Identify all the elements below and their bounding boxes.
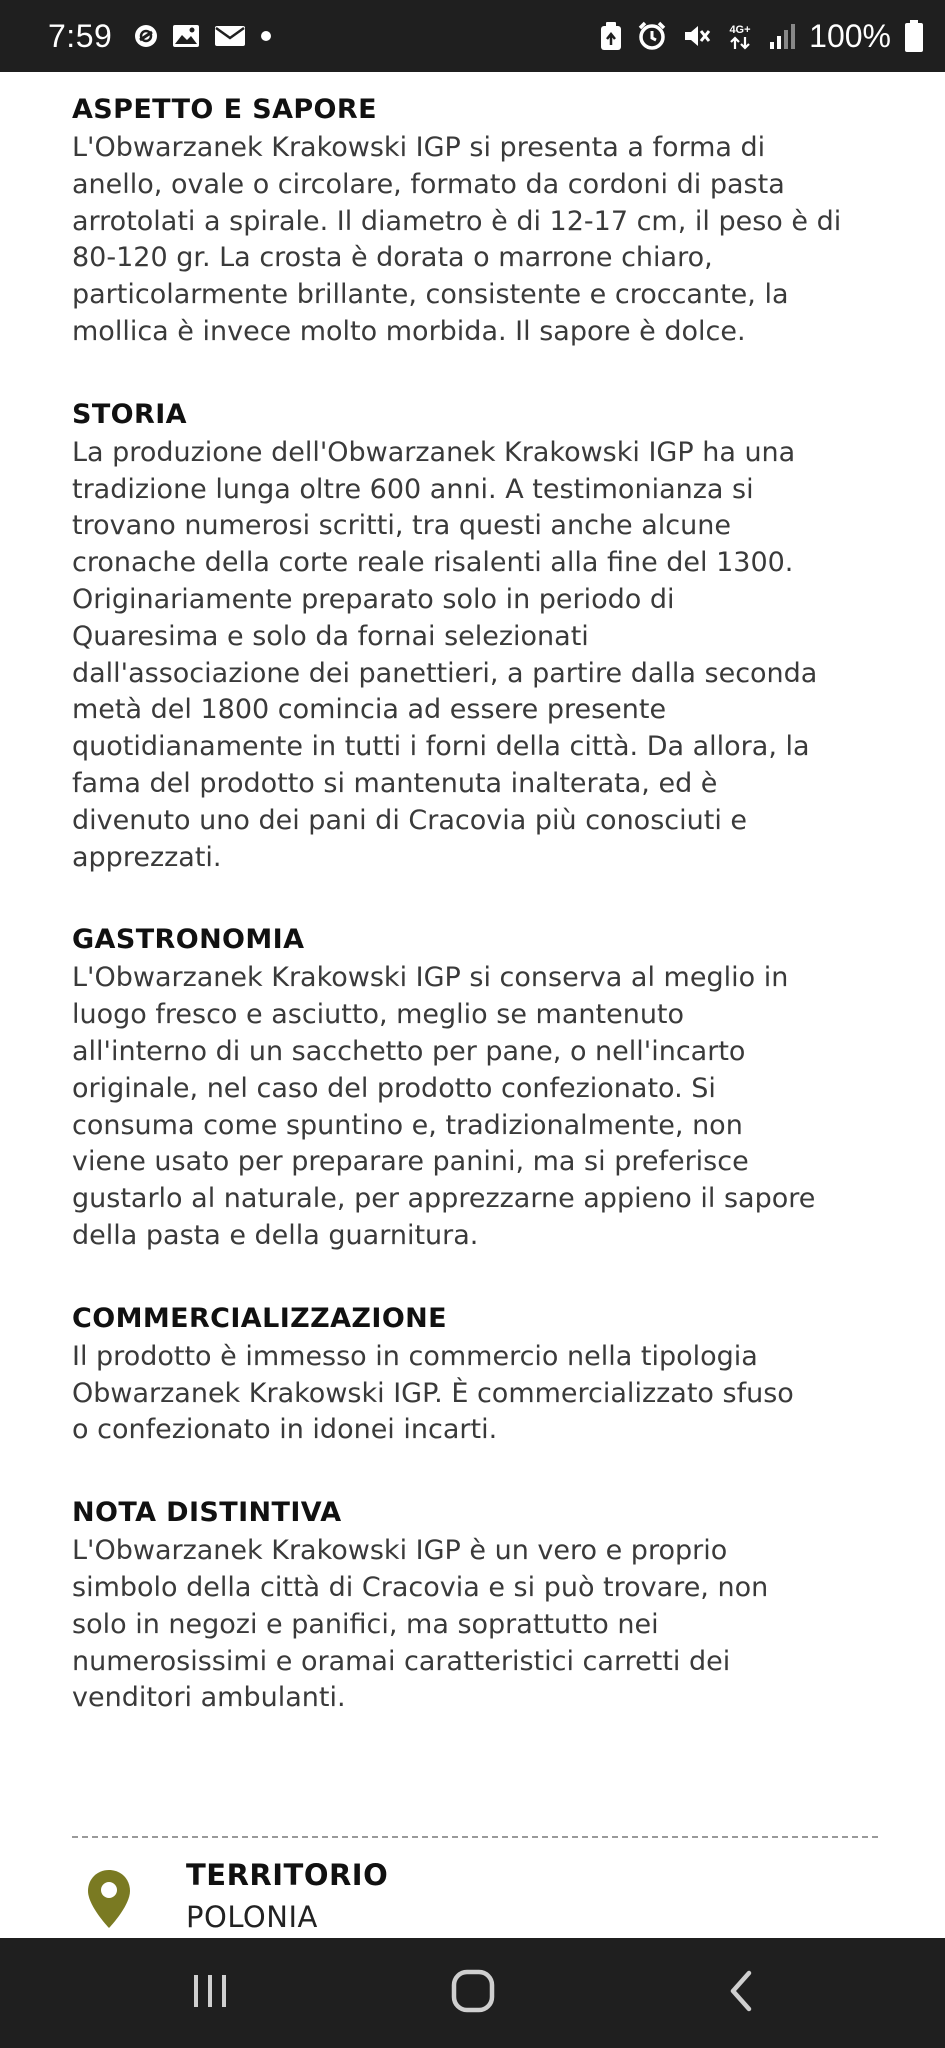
territory-info[interactable] xyxy=(72,1856,878,1936)
product-details xyxy=(72,90,882,1761)
text-line: quotidianamente in tutti i forni della città. Da allora, la xyxy=(72,731,810,763)
text-line: Obwarzanek Krakowski IGP. È commercializzato sfuso xyxy=(72,1377,794,1409)
section-storia xyxy=(72,395,882,877)
dashed-divider xyxy=(72,1836,878,1838)
recents-button[interactable] xyxy=(150,1938,270,2048)
text-line: mollica è invece molto morbida. Il sapore è dolce. xyxy=(72,315,746,347)
text-line: 80-120 gr. La crosta è dorata o marrone chiaro, xyxy=(72,242,713,274)
text-line: o confezionato in idonei incarti. xyxy=(72,1414,498,1446)
notification-dot-icon xyxy=(260,30,272,42)
text-line: della pasta e della guarnitura. xyxy=(72,1219,479,1251)
text-line: metà del 1800 comincia ad essere presente xyxy=(72,694,667,726)
location-pin-icon xyxy=(86,1868,132,1934)
text-line: Quaresima e solo da fornai selezionati xyxy=(72,620,589,652)
status-bar xyxy=(0,0,945,72)
section-body xyxy=(72,130,882,351)
mute-icon xyxy=(681,21,711,51)
network-4g-icon xyxy=(725,21,755,51)
home-button[interactable] xyxy=(413,1938,533,2048)
text-line: Il prodotto è immesso in commercio nella tipologia xyxy=(72,1340,758,1372)
text-line: gustarlo al naturale, per apprezzarne appieno il sapore xyxy=(72,1183,816,1215)
text-line: trovano numerosi scritti, tra questi anche alcune xyxy=(72,510,731,542)
section-commercializzazione xyxy=(72,1299,882,1449)
text-line: consuma come spuntino e, tradizionalmente, non xyxy=(72,1109,743,1141)
text-line: fama del prodotto si mantenuta inalterata, ed è xyxy=(72,767,718,799)
text-line: L'Obwarzanek Krakowski IGP si conserva al meglio in xyxy=(72,962,789,994)
text-line: L'Obwarzanek Krakowski IGP è un vero e proprio xyxy=(72,1535,728,1567)
section-aspetto-e-sapore xyxy=(72,90,882,351)
text-line: viene usato per preparare panini, ma si preferisce xyxy=(72,1146,749,1178)
section-title: STORIA xyxy=(72,398,187,430)
signal-icon xyxy=(769,22,795,50)
text-line: Originariamente preparato solo in periodo di xyxy=(72,583,675,615)
text-line: simbolo della città di Cracovia e si può trovare, non xyxy=(72,1571,769,1603)
text-line: all'interno di un sacchetto per pane, o nell'incarto xyxy=(72,1035,746,1067)
mail-icon xyxy=(214,24,246,48)
text-line: luogo fresco e asciutto, meglio se mantenuto xyxy=(72,999,685,1031)
text-line: particolarmente brillante, consistente e croccante, la xyxy=(72,279,789,311)
text-line: divenuto uno dei pani di Cracovia più conosciuti e xyxy=(72,804,748,836)
text-line: venditori ambulanti. xyxy=(72,1682,346,1714)
section-body xyxy=(72,960,882,1254)
text-line: originale, nel caso del prodotto confezionato. Si xyxy=(72,1072,716,1104)
status-time: 7:59 xyxy=(48,17,113,54)
section-body xyxy=(72,1533,882,1717)
text-line: dall'associazione dei panettieri, a partire dalla seconda xyxy=(72,657,818,689)
section-title: COMMERCIALIZZAZIONE xyxy=(72,1302,448,1334)
back-icon xyxy=(725,1969,755,2017)
back-button[interactable] xyxy=(680,1938,800,2048)
navigation-bar xyxy=(0,1938,945,2048)
text-line: L'Obwarzanek Krakowski IGP si presenta a forma di xyxy=(72,132,766,163)
section-title: ASPETTO E SAPORE xyxy=(72,94,377,125)
alarm-icon xyxy=(637,21,667,51)
network-label: 4G+ xyxy=(729,24,751,36)
recycle-icon xyxy=(599,21,623,51)
recents-icon xyxy=(190,1971,230,2015)
territory-value: POLONIA xyxy=(186,1900,318,1934)
home-icon xyxy=(451,1969,495,2017)
text-line: solo in negozi e panifici, ma soprattutto nei xyxy=(72,1608,659,1640)
text-line: cronache della corte reale risalenti alla fine del 1300. xyxy=(72,547,794,579)
text-line: anello, ovale o circolare, formato da cordoni di pasta xyxy=(72,168,785,200)
section-title: GASTRONOMIA xyxy=(72,924,305,956)
text-line: La produzione dell'Obwarzanek Krakowski IGP ha una xyxy=(72,436,796,468)
territory-title: TERRITORIO xyxy=(186,1858,389,1892)
text-line: numerosissimi e oramai caratteristici carretti dei xyxy=(72,1645,731,1677)
section-body xyxy=(72,435,882,877)
sync-icon xyxy=(134,24,158,48)
gallery-icon xyxy=(172,24,200,48)
text-line: tradizione lunga oltre 600 anni. A testimonianza si xyxy=(72,473,754,505)
battery-percentage: 100% xyxy=(809,17,891,54)
section-title: NOTA DISTINTIVA xyxy=(72,1497,342,1529)
section-nota-distintiva xyxy=(72,1493,882,1717)
battery-icon xyxy=(905,20,923,52)
section-gastronomia xyxy=(72,920,882,1254)
text-line: arrotolati a spirale. Il diametro è di 12-17 cm, il peso è di xyxy=(72,205,842,237)
section-body xyxy=(72,1339,882,1449)
text-line: apprezzati. xyxy=(72,841,222,873)
